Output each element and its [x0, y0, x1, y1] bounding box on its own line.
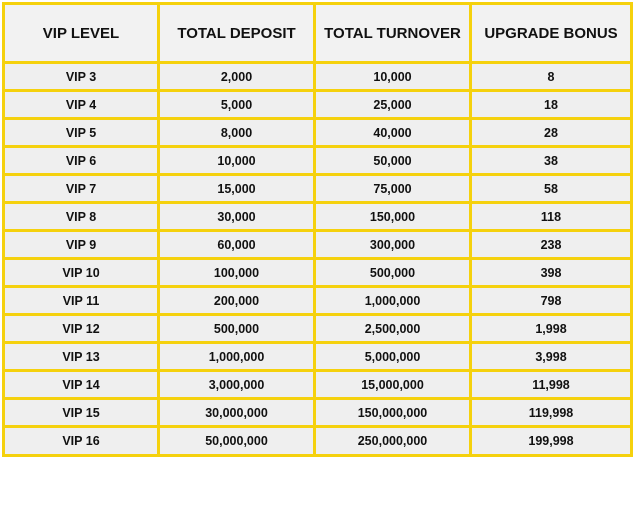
table-row — [4, 287, 632, 315]
cell-total-deposit: 10,000 — [159, 147, 315, 175]
cell-total-deposit: 50,000,000 — [159, 427, 315, 456]
table-row — [4, 63, 632, 91]
cell-total-turnover: 300,000 — [315, 231, 471, 259]
cell-total-deposit: 15,000 — [159, 175, 315, 203]
table-row — [4, 203, 632, 231]
cell-vip-level: VIP 11 — [4, 287, 159, 315]
header-upgrade-bonus: UPGRADE BONUS — [471, 4, 632, 63]
cell-total-deposit: 30,000,000 — [159, 399, 315, 427]
table-row — [4, 147, 632, 175]
cell-vip-level: VIP 14 — [4, 371, 159, 399]
cell-total-deposit: 30,000 — [159, 203, 315, 231]
cell-total-turnover: 5,000,000 — [315, 343, 471, 371]
table-row — [4, 427, 632, 456]
cell-upgrade-bonus: 199,998 — [471, 427, 632, 456]
cell-total-deposit: 2,000 — [159, 63, 315, 91]
cell-upgrade-bonus: 238 — [471, 231, 632, 259]
table-body — [4, 63, 632, 456]
cell-total-deposit: 500,000 — [159, 315, 315, 343]
table-header-row — [4, 4, 632, 63]
cell-total-turnover: 25,000 — [315, 91, 471, 119]
cell-total-turnover: 50,000 — [315, 147, 471, 175]
cell-total-turnover: 15,000,000 — [315, 371, 471, 399]
cell-total-deposit: 200,000 — [159, 287, 315, 315]
cell-total-deposit: 3,000,000 — [159, 371, 315, 399]
cell-upgrade-bonus: 3,998 — [471, 343, 632, 371]
cell-total-deposit: 1,000,000 — [159, 343, 315, 371]
table-row — [4, 343, 632, 371]
cell-total-turnover: 1,000,000 — [315, 287, 471, 315]
cell-upgrade-bonus: 798 — [471, 287, 632, 315]
cell-upgrade-bonus: 11,998 — [471, 371, 632, 399]
cell-upgrade-bonus: 8 — [471, 63, 632, 91]
cell-upgrade-bonus: 58 — [471, 175, 632, 203]
cell-vip-level: VIP 9 — [4, 231, 159, 259]
cell-total-turnover: 250,000,000 — [315, 427, 471, 456]
cell-vip-level: VIP 4 — [4, 91, 159, 119]
cell-total-deposit: 5,000 — [159, 91, 315, 119]
cell-total-turnover: 500,000 — [315, 259, 471, 287]
table-row — [4, 315, 632, 343]
table-row — [4, 119, 632, 147]
cell-vip-level: VIP 15 — [4, 399, 159, 427]
header-total-turnover: TOTAL TURNOVER — [315, 4, 471, 63]
cell-vip-level: VIP 10 — [4, 259, 159, 287]
table-row — [4, 399, 632, 427]
table-row — [4, 371, 632, 399]
cell-total-deposit: 60,000 — [159, 231, 315, 259]
vip-level-table — [2, 2, 633, 457]
header-vip-level: VIP LEVEL — [4, 4, 159, 63]
cell-vip-level: VIP 7 — [4, 175, 159, 203]
cell-upgrade-bonus: 1,998 — [471, 315, 632, 343]
cell-total-turnover: 10,000 — [315, 63, 471, 91]
cell-total-turnover: 150,000,000 — [315, 399, 471, 427]
cell-vip-level: VIP 8 — [4, 203, 159, 231]
cell-upgrade-bonus: 398 — [471, 259, 632, 287]
cell-total-turnover: 2,500,000 — [315, 315, 471, 343]
cell-upgrade-bonus: 118 — [471, 203, 632, 231]
cell-upgrade-bonus: 18 — [471, 91, 632, 119]
table-row — [4, 91, 632, 119]
cell-total-turnover: 40,000 — [315, 119, 471, 147]
cell-vip-level: VIP 13 — [4, 343, 159, 371]
cell-total-turnover: 75,000 — [315, 175, 471, 203]
table-row — [4, 175, 632, 203]
table-row — [4, 259, 632, 287]
cell-total-deposit: 8,000 — [159, 119, 315, 147]
cell-vip-level: VIP 6 — [4, 147, 159, 175]
cell-vip-level: VIP 16 — [4, 427, 159, 456]
cell-vip-level: VIP 5 — [4, 119, 159, 147]
cell-upgrade-bonus: 28 — [471, 119, 632, 147]
cell-total-deposit: 100,000 — [159, 259, 315, 287]
cell-vip-level: VIP 3 — [4, 63, 159, 91]
cell-upgrade-bonus: 119,998 — [471, 399, 632, 427]
table-row — [4, 231, 632, 259]
cell-vip-level: VIP 12 — [4, 315, 159, 343]
header-total-deposit: TOTAL DEPOSIT — [159, 4, 315, 63]
cell-total-turnover: 150,000 — [315, 203, 471, 231]
cell-upgrade-bonus: 38 — [471, 147, 632, 175]
